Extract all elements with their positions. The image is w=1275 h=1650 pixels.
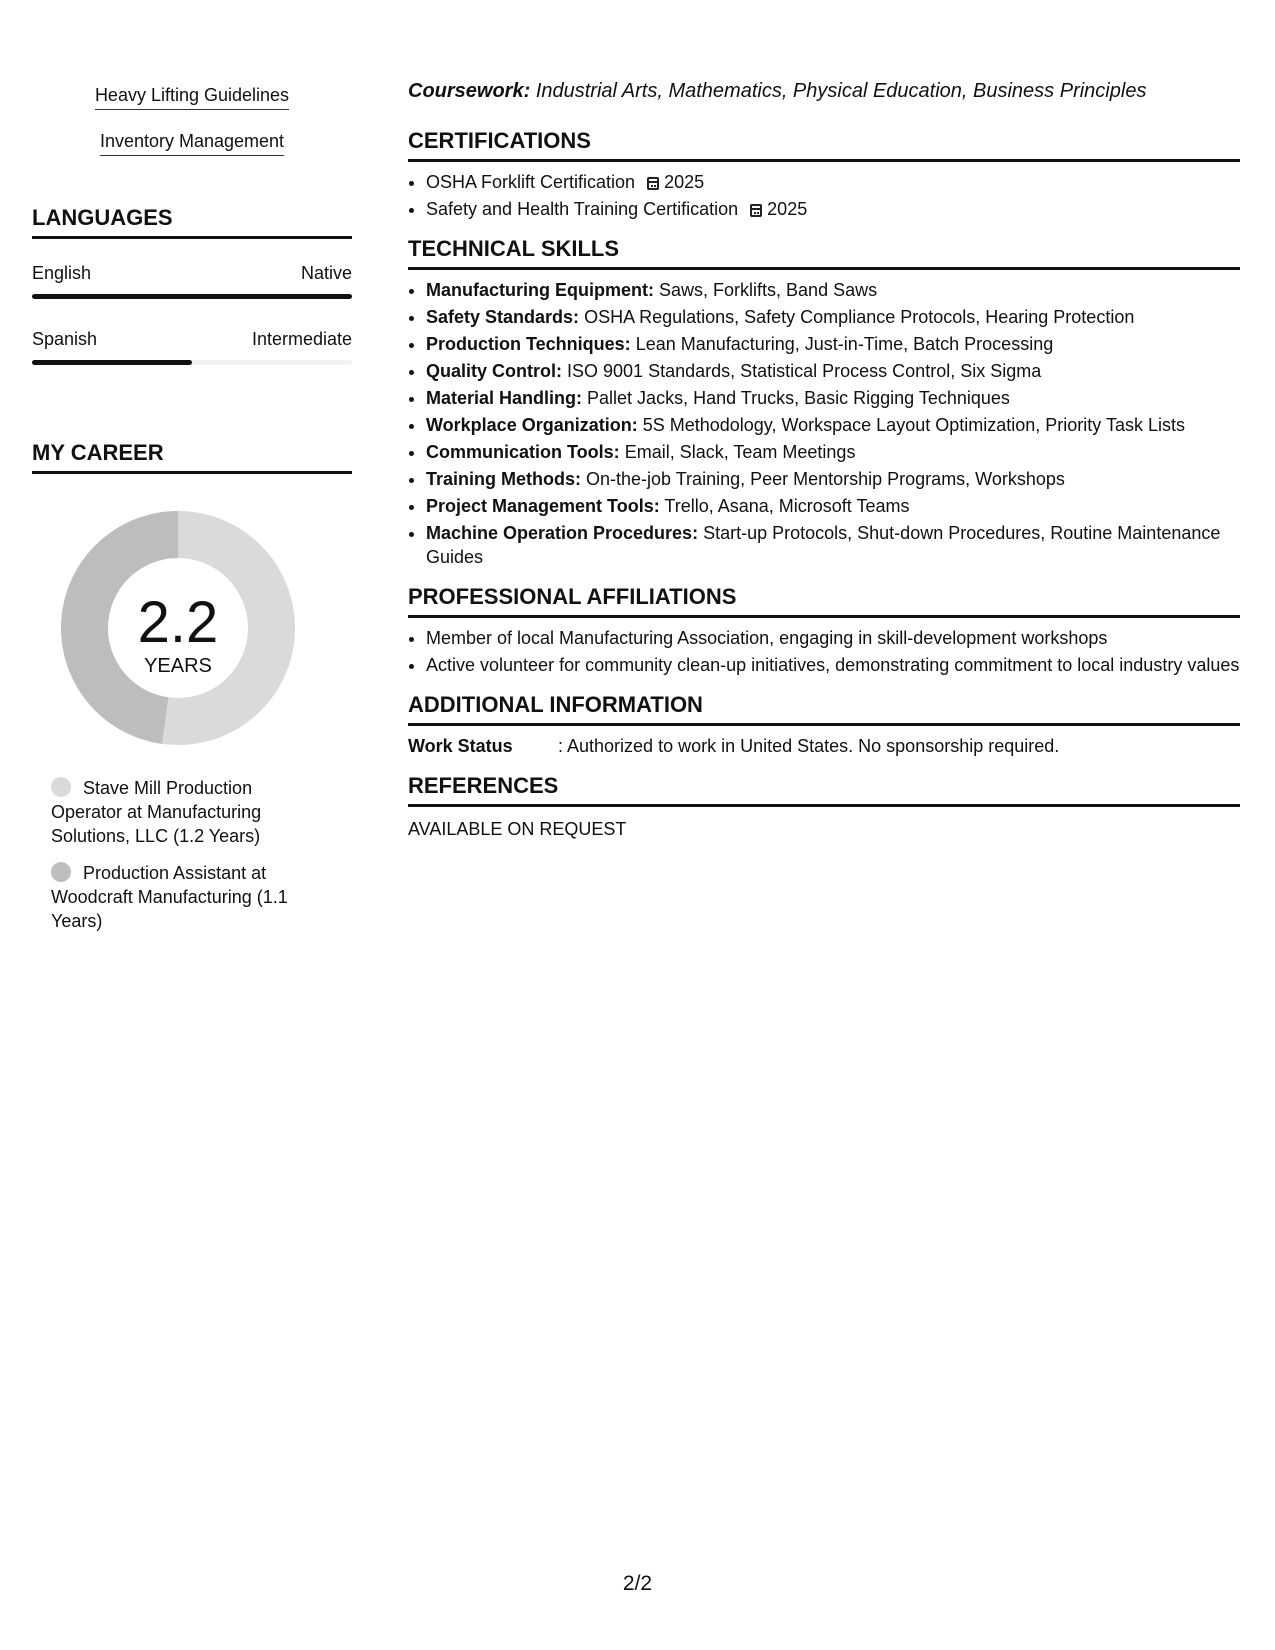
work-status-label: Work Status [408,736,513,756]
language-english [32,261,352,299]
skill-item [426,467,1240,491]
skill-item [426,332,1240,356]
skill-item [426,413,1240,437]
skill-item [426,386,1240,410]
languages-heading: LANGUAGES [32,204,352,239]
language-level: Intermediate [251,329,352,349]
right-column [408,78,1240,855]
coursework-label: Coursework: [408,80,531,102]
skill-item [426,305,1240,329]
skill-values: Email, Slack, Team Meetings [624,442,856,462]
technical-skills-heading: TECHNICAL SKILLS [408,235,1240,270]
calendar-icon [647,177,659,190]
career-legend-label: Stave Mill Production Operator at Manufacturing Solutions, LLC (1.2 Years) [51,778,262,846]
certifications-heading: CERTIFICATIONS [408,127,1240,162]
calendar-icon [750,204,762,217]
skill-category: Training Methods: [426,469,581,489]
career-legend [32,776,321,933]
career-legend-item [51,861,321,933]
skill-item [426,440,1240,464]
skill-values: Trello, Asana, Microsoft Teams [664,496,910,516]
skill-category: Production Techniques: [426,334,631,354]
skill-category: Communication Tools: [426,442,620,462]
skill-values: OSHA Regulations, Safety Compliance Protocols, Hearing Protection [584,307,1135,327]
certification-year: 2025 [664,172,705,192]
language-level: Native [300,263,352,283]
affiliations-section [408,583,1240,677]
additional-info-heading: ADDITIONAL INFORMATION [408,691,1240,726]
certification-year: 2025 [767,199,808,219]
skill-category: Safety Standards: [426,307,580,327]
skill-values: Saws, Forklifts, Band Saws [659,280,878,300]
career-total-unit: YEARS [144,655,212,677]
skill-values: Pallet Jacks, Hand Trucks, Basic Rigging Techniques [587,388,1010,408]
my-career-heading: MY CAREER [32,439,352,474]
language-name: English [32,263,92,283]
skill-category: Quality Control: [426,361,562,381]
certification-name: Safety and Health Training Certification [426,199,739,219]
language-name: Spanish [32,329,98,349]
skill-category: Workplace Organization: [426,415,638,435]
skill-category: Material Handling: [426,388,583,408]
skill-link-heavy-lifting[interactable]: Heavy Lifting Guidelines [95,84,289,110]
certification-name: OSHA Forklift Certification [426,172,636,192]
language-spanish [32,327,352,365]
skill-item [426,494,1240,518]
skill-links [32,84,352,156]
language-proficiency-bar [32,294,352,299]
skill-values: Start-up Protocols, Shut-down Procedures, Routine Maintenance Guides [426,523,1221,567]
skill-category: Manufacturing Equipment: [426,280,654,300]
legend-dot-icon [51,777,71,797]
coursework-text: Industrial Arts, Mathematics, Physical Education, Business Principles [535,80,1147,102]
skill-item [426,521,1240,569]
career-donut-svg [32,502,352,762]
work-status-row [408,734,1240,758]
skill-values: On-the-job Training, Peer Mentorship Programs, Workshops [586,469,1065,489]
coursework-line [408,78,1240,105]
references-text: AVAILABLE ON REQUEST [408,819,627,839]
skill-values: 5S Methodology, Workspace Layout Optimization, Priority Task Lists [642,415,1185,435]
technical-skills-section [408,235,1240,569]
left-column [32,84,352,946]
skill-category: Project Management Tools: [426,496,660,516]
skill-item [426,278,1240,302]
references-heading: REFERENCES [408,772,1240,807]
references-section [408,772,1240,841]
skill-link-inventory-management[interactable]: Inventory Management [100,130,284,156]
affiliations-heading: PROFESSIONAL AFFILIATIONS [408,583,1240,618]
career-donut-chart [32,502,352,762]
page-number: 2/2 [622,1572,653,1595]
legend-dot-icon [51,862,71,882]
additional-info-section [408,691,1240,758]
affiliation-item: • Active volunteer for community clean-up initiatives, demonstrating commitment to local industry values [426,653,1240,677]
certification-item [426,170,1240,194]
work-status-value: : Authorized to work in United States. No sponsorship required. [558,736,1060,756]
skill-values: ISO 9001 Standards, Statistical Process Control, Six Sigma [567,361,1042,381]
career-legend-label: Production Assistant at Woodcraft Manufacturing (1.1 Years) [51,863,288,931]
skill-category: Machine Operation Procedures: [426,523,699,543]
certifications-section [408,127,1240,221]
skill-values: Lean Manufacturing, Just-in-Time, Batch Processing [635,334,1054,354]
career-legend-item [51,776,321,848]
certification-item [426,197,1240,221]
skill-item [426,359,1240,383]
career-total-years: 2.2 [137,590,219,655]
language-proficiency-fill [32,294,352,299]
affiliation-item: • Member of local Manufacturing Association, engaging in skill-development workshops [426,626,1240,650]
